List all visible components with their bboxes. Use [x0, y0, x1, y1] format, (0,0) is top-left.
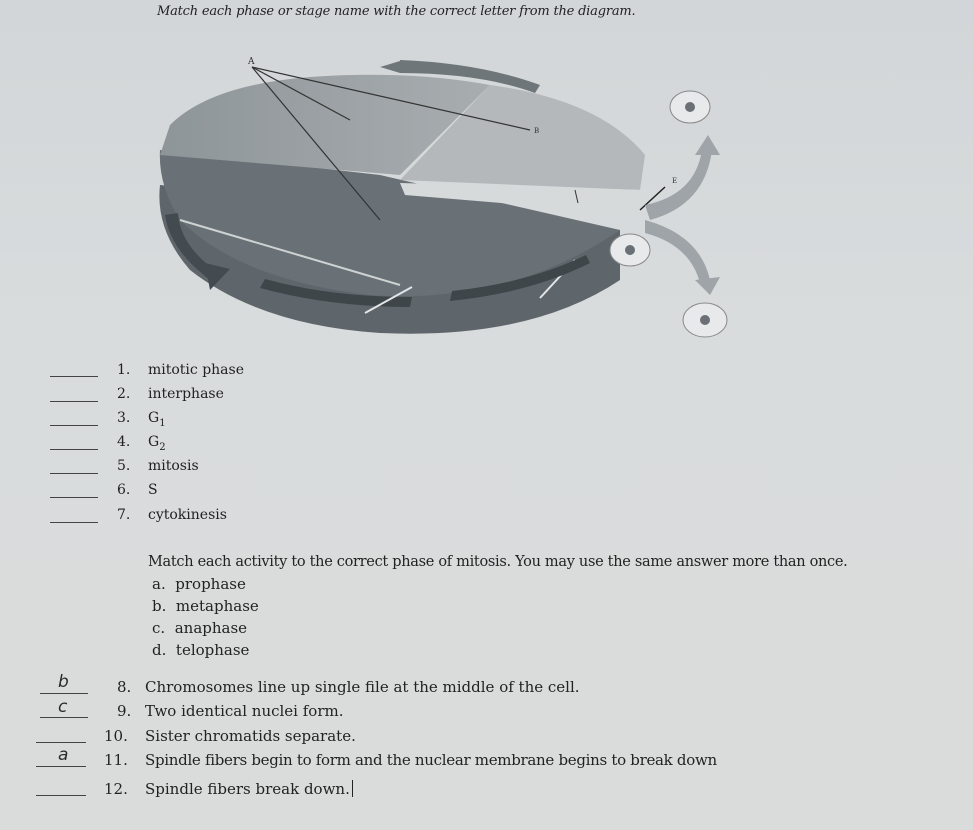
- answer-handwritten: a: [58, 745, 69, 765]
- option-letter: c.: [152, 619, 166, 637]
- option-letter: b.: [152, 597, 167, 615]
- cell-middle: [610, 234, 650, 266]
- item-term: [148, 410, 166, 429]
- answer-handwritten: c: [58, 697, 68, 717]
- answer-handwritten: b: [58, 672, 69, 692]
- item-term: S: [148, 482, 158, 498]
- option-item: [152, 619, 247, 637]
- option-item: [152, 575, 246, 593]
- item-text-value: Spindle fibers break down.: [145, 780, 350, 798]
- item-number: 7.: [117, 507, 131, 523]
- item-number: 3.: [117, 410, 131, 426]
- answer-blank[interactable]: [50, 522, 98, 523]
- option-label: anaphase: [174, 619, 248, 637]
- division-arrow-up: [645, 150, 712, 220]
- cycle-arrow-top: [380, 61, 400, 73]
- answer-blank[interactable]: [36, 766, 86, 767]
- term-main: G: [148, 410, 160, 426]
- item-term: cytokinesis: [148, 507, 227, 523]
- item-term: mitotic phase: [148, 362, 244, 378]
- answer-blank[interactable]: [50, 376, 98, 377]
- cell-top: [670, 91, 710, 123]
- term-main: G: [148, 434, 160, 450]
- text-cursor: [352, 780, 354, 797]
- item-number: 9.: [117, 702, 132, 720]
- cell-cycle-diagram: [150, 55, 750, 355]
- item-number: 1.: [117, 362, 131, 378]
- option-label: prophase: [175, 575, 246, 593]
- option-item: [152, 641, 249, 659]
- answer-blank[interactable]: [50, 449, 98, 450]
- item-number: 12.: [104, 780, 128, 798]
- diagram-label-b: B: [534, 127, 540, 135]
- option-letter: a.: [152, 575, 166, 593]
- item-text: Sister chromatids separate.: [145, 727, 356, 745]
- item-number: 4.: [117, 434, 131, 450]
- term-subscript: 1: [159, 417, 166, 429]
- answer-blank[interactable]: [40, 693, 88, 694]
- option-label: metaphase: [175, 597, 259, 615]
- item-term: [148, 434, 166, 453]
- item-number: 11.: [104, 751, 128, 769]
- item-text: Spindle fibers begin to form and the nuclear membrane begins to break down: [145, 751, 717, 769]
- activity-instruction: Match each activity to the correct phase of mitosis. You may use the same answer more than once.: [148, 554, 848, 570]
- item-text: Two identical nuclei form.: [145, 702, 344, 720]
- term-subscript: 2: [159, 441, 166, 453]
- option-item: [152, 597, 259, 615]
- answer-blank[interactable]: [50, 497, 98, 498]
- item-number: 5.: [117, 458, 131, 474]
- item-number: 8.: [117, 678, 132, 696]
- option-label: telophase: [175, 641, 250, 659]
- item-term: interphase: [148, 386, 224, 402]
- item-number: 2.: [117, 386, 131, 402]
- item-number: 6.: [117, 482, 131, 498]
- answer-blank[interactable]: [36, 742, 86, 743]
- cell-bottom: [683, 303, 727, 337]
- answer-blank[interactable]: [50, 425, 98, 426]
- item-number: 10.: [104, 727, 128, 745]
- option-letter: d.: [152, 641, 167, 659]
- answer-blank[interactable]: [50, 401, 98, 402]
- item-text: [145, 780, 353, 798]
- item-term: mitosis: [148, 458, 199, 474]
- diagram-label-e: E: [672, 177, 678, 185]
- answer-blank[interactable]: [50, 473, 98, 474]
- diagram-label-a: A: [248, 57, 255, 67]
- diagram-instruction: Match each phase or stage name with the correct letter from the diagram.: [157, 4, 636, 19]
- division-arrow-down: [645, 220, 710, 283]
- answer-blank[interactable]: [36, 795, 86, 796]
- answer-blank[interactable]: [40, 717, 88, 718]
- item-text: Chromosomes line up single file at the middle of the cell.: [145, 678, 580, 696]
